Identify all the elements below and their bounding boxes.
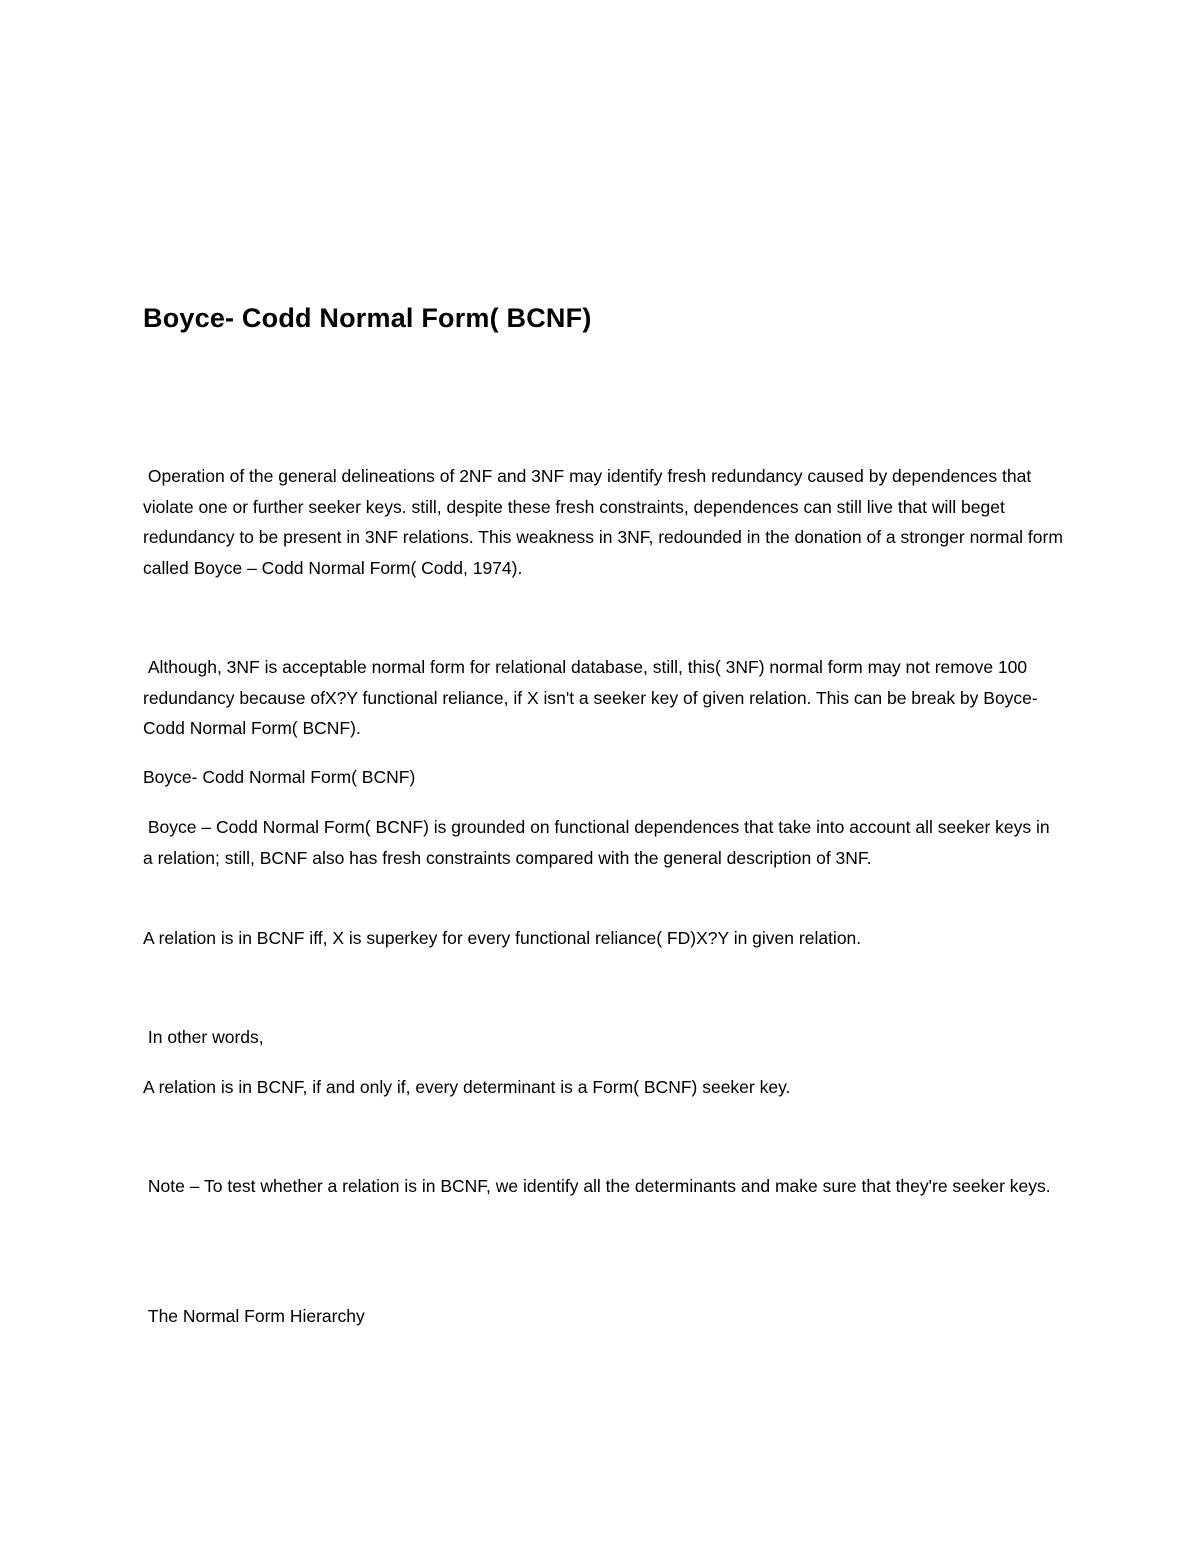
paragraph-note: Note – To test whether a relation is in BCNF, we identify all the determinants and make sure that they're seeker keys. — [143, 1176, 1051, 1196]
paragraph-bcnf-introduction: Operation of the general delineations of 2NF and 3NF may identify fresh redundancy caused by dependences that violate one or further seeker keys. still, despite these fresh constraints, dependences can still live that will beget redundancy to be present in 3NF relations. This weakness in 3NF, redounded in the donation of a stronger normal form called Boyce – Codd Normal Form( Codd, 1974). — [143, 466, 1068, 578]
paragraph-3nf-limitation: Although, 3NF is acceptable normal form for relational database, still, this( 3NF) normal form may not remove 100 redundancy because ofX?Y functional reliance, if X isn't a seeker key of given relation. This can be break by Boyce- Codd Normal Form( BCNF). — [143, 657, 1043, 738]
paragraph-bcnf-definition: A relation is in BCNF iff, X is superkey for every functional reliance( FD)X?Y in given relation. — [143, 928, 862, 948]
paragraph-normal-form-hierarchy: The Normal Form Hierarchy — [143, 1306, 365, 1326]
section-heading-bcnf: Boyce- Codd Normal Form( BCNF) — [143, 767, 416, 787]
paragraph-in-other-words: In other words, — [143, 1027, 264, 1047]
document-title: Boyce- Codd Normal Form( BCNF) — [143, 303, 592, 333]
paragraph-bcnf-grounding: Boyce – Codd Normal Form( BCNF) is grounded on functional dependences that take into account all seeker keys in a relation; still, BCNF also has fresh constraints compared with the general description of 3NF. — [143, 817, 1055, 868]
paragraph-determinant-rule: A relation is in BCNF, if and only if, every determinant is a Form( BCNF) seeker key. — [143, 1077, 791, 1097]
